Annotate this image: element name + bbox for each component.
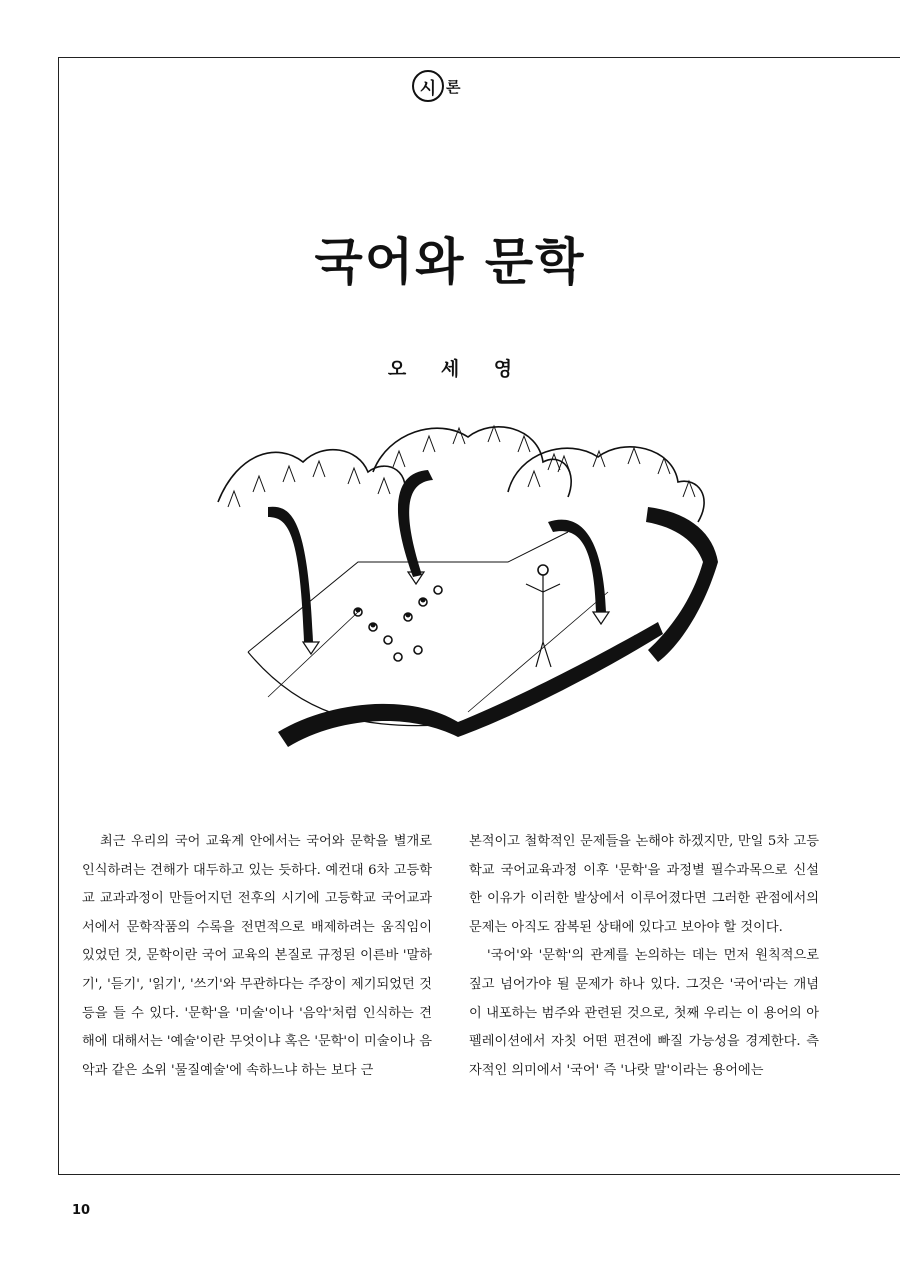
section-tag: [412, 68, 461, 104]
section-rest-char: 론: [446, 77, 461, 96]
article-title: 국어와 문학: [314, 233, 586, 291]
paragraph: '국어'와 '문학'의 관계를 논의하는 데는 먼저 원칙적으로 짚고 넘어가야 될 문제가 하나 있다. 그것은 '국어'라는 개념이 내포하는 범주와 관련된 것으로, 첫째 우리는 이 용어의 아펠레이션에서 자칫 어떤 편견에 빠질 가능성을 경계한다. 측자적인 의미에서 '국어' 즉 '나랏 말'이라는 용어에는: [469, 948, 819, 1078]
paragraph: 본적이고 철학적인 문제들을 논해야 하겠지만, 만일 5차 고등학교 국어교육과정 이후 '문학'을 과정별 필수과목으로 신설한 이유가 이러한 발상에서 이루어졌다면 그러한 관점에서의 문제는 아직도 잠복된 상태에 있다고 보아야 할 것이다.: [469, 834, 819, 935]
open-book-with-trees-illustration: [208, 412, 728, 784]
paragraph: 최근 우리의 국어 교육계 안에서는 국어와 문학을 별개로 인식하려는 견해가 대두하고 있는 듯하다. 예컨대 6차 고등학교 교과과정이 만들어지던 전후의 시기에 고등학교 국어교과서에서 문학작품의 수록을 전면적으로 배제하려는 움직임이 있었던 것, 문학이란 국어 교육의 본질로 규정된 이른바 '말하기', '듣기', '읽기', '쓰기'와 무관하다는 주장이 제기되었던 것 등을 들 수 있다. '문학'을 '미술'이나 '음악'처럼 인식하는 견해에 대해서는 '예술'이란 무엇이냐 혹은 '문학'이 미술이나 음악과 같은 소위 '물질예술'에 속하느냐 하는 보다 근: [82, 834, 432, 1078]
article-author: 오 세 영: [387, 358, 527, 380]
page-number: 10: [72, 1203, 91, 1218]
text-column-left: [82, 828, 432, 1085]
text-column-right: [469, 828, 819, 1085]
section-circle-char: 시: [412, 70, 444, 102]
